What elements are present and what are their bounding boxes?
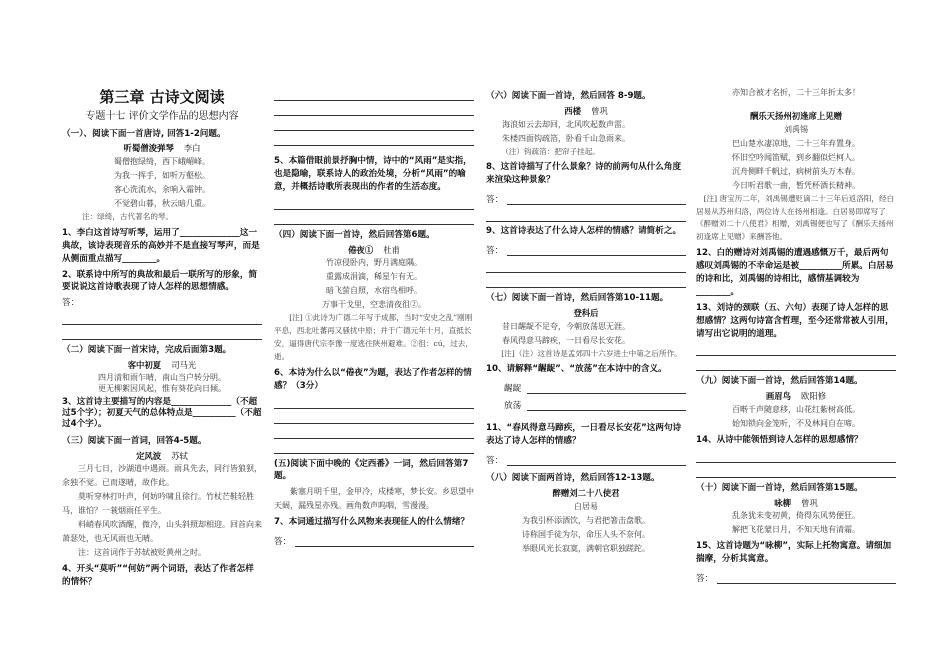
column-4 — [696, 0, 896, 671]
poem-7-note: [注]（注）这首诗是孟郊四十六岁进士中第之后所作。 — [501, 348, 682, 358]
answer-label: 答： — [274, 537, 292, 548]
section-1-heading: （一）、阅读下面一首唐诗, 回答1-2问题。 — [62, 128, 226, 139]
answer-row — [486, 241, 686, 258]
poem-11-author: 曾巩 — [801, 497, 818, 508]
poem-8-body — [486, 514, 686, 556]
poem-line: 暗飞萤自照，水宿鸟相呼。 — [326, 286, 422, 296]
poem-4-body — [274, 256, 474, 312]
question-8: 8、这首诗描写了什么景象？诗的前两句从什么角度来渲染这种景象？ — [486, 162, 682, 186]
answer-line[interactable] — [696, 465, 896, 478]
poem-6-line-2: 朱楼四面钩疏箔，卧看千山急雨来。 — [502, 133, 630, 143]
poem-9-body — [696, 137, 896, 193]
word-label: 放荡 — [504, 401, 522, 412]
question-13: 13、刘诗的颈联（五、六句）表现了诗人怎样的思想感情？这两句诗富含哲理，至今还常常被人引用，请写出它说明的道理。 — [696, 302, 894, 339]
answer-line[interactable] — [486, 209, 686, 222]
poem-6-title: 西楼 曾巩 — [564, 105, 608, 116]
answer-line[interactable] — [274, 103, 474, 116]
poem-3-preface: 三月七日，沙湖道中遇雨。雨具先去，同行皆狼狈，余独不觉。已而遂晴，故作此。 — [62, 464, 262, 488]
column-2 — [274, 0, 474, 671]
question-6: 6、本诗为什么以“倦夜”为题，表达了作者怎样的情感？（3分） — [274, 367, 472, 391]
answer-line[interactable] — [486, 275, 686, 288]
section-8-heading: （八）阅读下面两首诗，然后回答12-13题。 — [486, 473, 660, 484]
section-5-heading: (五)阅读下面中晚的《定西番》一词，然后回答第7题。 — [274, 458, 469, 482]
poem-line: 诗称国手徒为尔，命压人头不奈何。 — [522, 529, 650, 539]
poem-5-body: 紫塞月明千里，金甲冷，戍楼寒，梦长安。乡思望中天阔，漏残星亦残。画角数声呜咽，雪漫漫。 — [274, 487, 474, 511]
poem-6-line-1: 海浪如云去却回，北风吹起数声雷。 — [502, 119, 630, 129]
answer-line[interactable] — [295, 534, 474, 547]
answer-line[interactable] — [486, 260, 686, 273]
question-4: 4、开头“莫听”“何妨”两个词语，表达了作者怎样的情怀？ — [62, 564, 254, 588]
poem-9-note: [注] 唐宝历二年，刘禹锡遭贬谪二十三年后返洛阳，经白居易从苏州归洛，两位诗人在扬州相逢。白居易即席写了《醉赠刘二十八使君》相赠，刘禹锡便也写了《酬乐天扬州初逢席上见赠》来酬答他。 — [696, 193, 895, 242]
answer-row — [486, 190, 686, 207]
poem-8-author: 白居易 — [574, 501, 598, 511]
answer-line[interactable] — [696, 343, 896, 356]
word-label: 龌龊 — [504, 384, 522, 395]
poem-line: 为我引杯添酒饮，与君把箸击盘歌。 — [522, 515, 650, 525]
poem-7-title: 登科后 — [573, 307, 599, 318]
question-7: 7、本词通过描写什么风物来表现征人的什么情绪？ — [274, 517, 470, 528]
chapter-title: 第三章 古诗文阅读 — [99, 88, 225, 106]
section-3-heading: （三）阅读下面一首词，回答4-5题。 — [62, 435, 207, 446]
poem-line: 百啭千声随意移，山花红紫树高低。 — [732, 404, 860, 414]
poem-6-author: 曾巩 — [591, 105, 608, 116]
answer-line[interactable] — [62, 312, 262, 325]
poem-line: 解把飞花蒙日月，不知天地有清霜。 — [732, 525, 860, 535]
poem-line: 竹凉侵卧内，野月满庭隅。 — [326, 258, 422, 268]
poem-line: 为我一挥手，如听万壑松。 — [114, 171, 210, 180]
section-7-heading: （七）阅读下面一首诗，然后回答第10-11题。 — [486, 293, 669, 304]
poem-1-author: 李白 — [183, 143, 201, 154]
answer-label: 答： — [696, 574, 714, 585]
poem-line: 乱条犹未变初黄，倚得东风势便狂。 — [732, 511, 860, 521]
section-2-heading: （二）阅读下面一首宋诗，完成后面第3题。 — [62, 345, 232, 356]
question-10: 10、请解释“龌龊”、“放荡”在本诗中的含义。 — [486, 364, 667, 375]
poem-2-title: 客中初夏 司马光 — [127, 360, 197, 371]
poem-3-stanza-2: 料峭春风吹酒醒，微冷，山头斜照却相迎。回首向来萧瑟处，也无风雨也无晴。 — [62, 520, 262, 544]
poem-1-body — [62, 155, 262, 211]
answer-line[interactable] — [696, 358, 896, 371]
poem-2-author: 司马光 — [171, 360, 197, 371]
poem-2-body — [62, 372, 262, 394]
question-12: 12、白的赠诗对刘禹锡的遭遇感慨万千，最后两句感叹刘禹锡的不幸命运是被__________所累。白居易的诗和比，刘禹锡的诗相比，感情基调较为________。 — [696, 248, 894, 297]
poem-9-author: 刘禹锡 — [784, 124, 808, 134]
section-10-heading: （十）阅读下面一首诗，然后回答第15题。 — [696, 482, 863, 493]
question-11: 11、“春风得意马蹄疾，一日看尽长安花”这两句诗表达了诗人怎样的情感？ — [486, 423, 682, 447]
poem-line: 万事干戈里，空悲清夜徂②。 — [322, 300, 426, 310]
answer-label: 答： — [486, 246, 504, 257]
answer-row — [696, 569, 896, 586]
answer-row — [486, 379, 686, 396]
poem-11-title: 咏柳 曾巩 — [774, 497, 818, 508]
poem-line: 举眼风光长寂寞，满朝官职独蹉跎。 — [522, 543, 650, 553]
question-14: 14、从诗中能领悟到诗人怎样的思想感情？ — [696, 434, 863, 445]
poem-3-stanza-1: 莫听穿林打叶声，何妨吟啸且徐行。竹杖芒鞋轻胜马，谁怕？一蓑烟雨任平生。 — [62, 492, 254, 516]
answer-label: 答： — [62, 298, 80, 309]
question-1: 1、李白这首诗写听琴，运用了______________这一典故，该诗表现音乐的高妙并不是直接写琴声，而是从侧面重点描写________。 — [62, 227, 260, 264]
poem-line: 蜀僧抱绿绮，西下峨嵋峰。 — [114, 157, 210, 166]
answer-line[interactable] — [274, 212, 474, 225]
poem-4-author: 杜甫 — [383, 244, 400, 255]
poem-line: 怀旧空吟闻笛赋，到乡翻似烂柯人。 — [732, 152, 860, 162]
column-3 — [486, 0, 686, 671]
poem-3-note: 注：这首词作于苏轼被贬黄州之时。 — [78, 548, 206, 558]
question-2: 2、联系诗中所写的典故和最后一联所写的形象，简要说说这首诗歌表现了诗人怎样的思想情感。 — [62, 269, 258, 293]
poem-line: 重露成涓滴，稀星乍有无。 — [326, 272, 422, 282]
poem-1-title: 听蜀僧浚弹琴 李白 — [123, 143, 201, 154]
answer-line[interactable] — [274, 396, 474, 409]
question-15: 15、这首诗题为“咏柳”，实际上托物寓意。请细加揣摩，分析其寓意。 — [696, 541, 892, 565]
poem-8-last-line: 亦知合被才名折，二十三年折太多！ — [732, 88, 860, 97]
poem-line: 不觉碧山暮，秋云暗几重。 — [114, 199, 210, 208]
answer-line[interactable] — [717, 571, 896, 584]
answer-line[interactable] — [507, 453, 686, 466]
poem-8-title: 醉赠刘二十八使君 — [552, 488, 620, 499]
poem-4-note: [注] ①此诗为广德二年写于成都，当时“安史之乱”刚刚平息，西北吐蕃再又骚扰中原；并于广德元年十月，直抵长安，逼得唐代宗李豫一度逃往陕州避难。②徂：cú，过去，逝。 — [274, 313, 473, 361]
poem-10-title: 画眉鸟 欧阳修 — [765, 391, 827, 402]
answer-line[interactable] — [274, 426, 474, 439]
answer-line[interactable] — [507, 192, 686, 205]
poem-10-body — [696, 403, 896, 431]
answer-line[interactable] — [274, 411, 474, 424]
section-6-heading: （六）阅读下面一首诗，然后回答 8-9题。 — [486, 91, 651, 101]
poem-7-line-2: 春风得意马蹄疾，一日看尽长安花。 — [502, 335, 630, 345]
answer-label: 答： — [486, 456, 504, 467]
poem-1-note: 注：绿绮，古代著名的琴。 — [82, 212, 174, 221]
poem-line: 沉舟侧畔千帆过，病树前头万木春。 — [732, 166, 860, 176]
answer-line[interactable] — [62, 327, 262, 340]
answer-line[interactable] — [696, 450, 896, 463]
poem-3-author: 苏轼 — [171, 450, 188, 461]
answer-row — [274, 532, 474, 549]
answer-line[interactable] — [274, 133, 474, 146]
question-3: 3、这首诗主要描写的内容是______________（不超过5个字）；初夏天气的总体特点是__________（不超过4个字）。 — [62, 397, 262, 430]
answer-line[interactable] — [527, 398, 686, 411]
answer-line[interactable] — [274, 441, 474, 454]
poem-6-note: （注）钩疏箔：把帘子挂起。 — [501, 146, 600, 156]
poem-3-title: 定风波 苏轼 — [136, 450, 188, 461]
poem-4-title: 倦夜① 杜甫 — [348, 244, 400, 255]
topic-title: 专题十七 评价文学作品的思想内容 — [85, 110, 239, 122]
question-5: 5、本篇借眼前景抒胸中情，诗中的“风雨”是实指，也是隐喻，联系诗人的政治处境，分析“风雨”的喻意，并概括诗歌所表现出的作者的生活态度。 — [274, 156, 472, 192]
poem-10-author: 欧阳修 — [801, 391, 827, 402]
answer-line[interactable] — [507, 243, 686, 256]
poem-7-line-1: 昔日龌龊不足夸，今朝放荡思无涯。 — [502, 321, 630, 331]
answer-line[interactable] — [274, 88, 474, 101]
answer-row — [486, 396, 686, 413]
answer-row — [486, 451, 686, 468]
answer-line[interactable] — [274, 118, 474, 131]
poem-line: 更无柳絮因风起，惟有葵花向日倾。 — [98, 383, 226, 393]
answer-label: 答： — [486, 195, 504, 206]
section-9-heading: （九）阅读下面一首诗，然后回答第14题。 — [696, 376, 863, 387]
poem-line: 四月清和雨乍晴，南山当户转分明。 — [98, 372, 226, 382]
poem-9-title: 酬乐天扬州初逢席上见赠 — [749, 111, 843, 121]
poem-line: 巴山楚水凄凉地，二十三年弃置身。 — [732, 138, 860, 148]
poem-line: 客心洗流水，余响入霜钟。 — [114, 185, 210, 194]
poem-11-body — [696, 509, 896, 537]
poem-line: 今日听君歌一曲，暂凭杯酒长精神。 — [732, 180, 860, 190]
answer-line[interactable] — [527, 381, 686, 394]
column-1 — [62, 0, 262, 671]
question-9: 9、这首诗表达了什么诗人怎样的情感？请简析之。 — [486, 226, 682, 237]
answer-line[interactable] — [274, 197, 474, 210]
section-4-heading: （四）阅读下面一首诗，然后回答第6题。 — [274, 229, 435, 240]
poem-line: 始知锁向金笼听，不及林间自在啼。 — [732, 418, 860, 428]
